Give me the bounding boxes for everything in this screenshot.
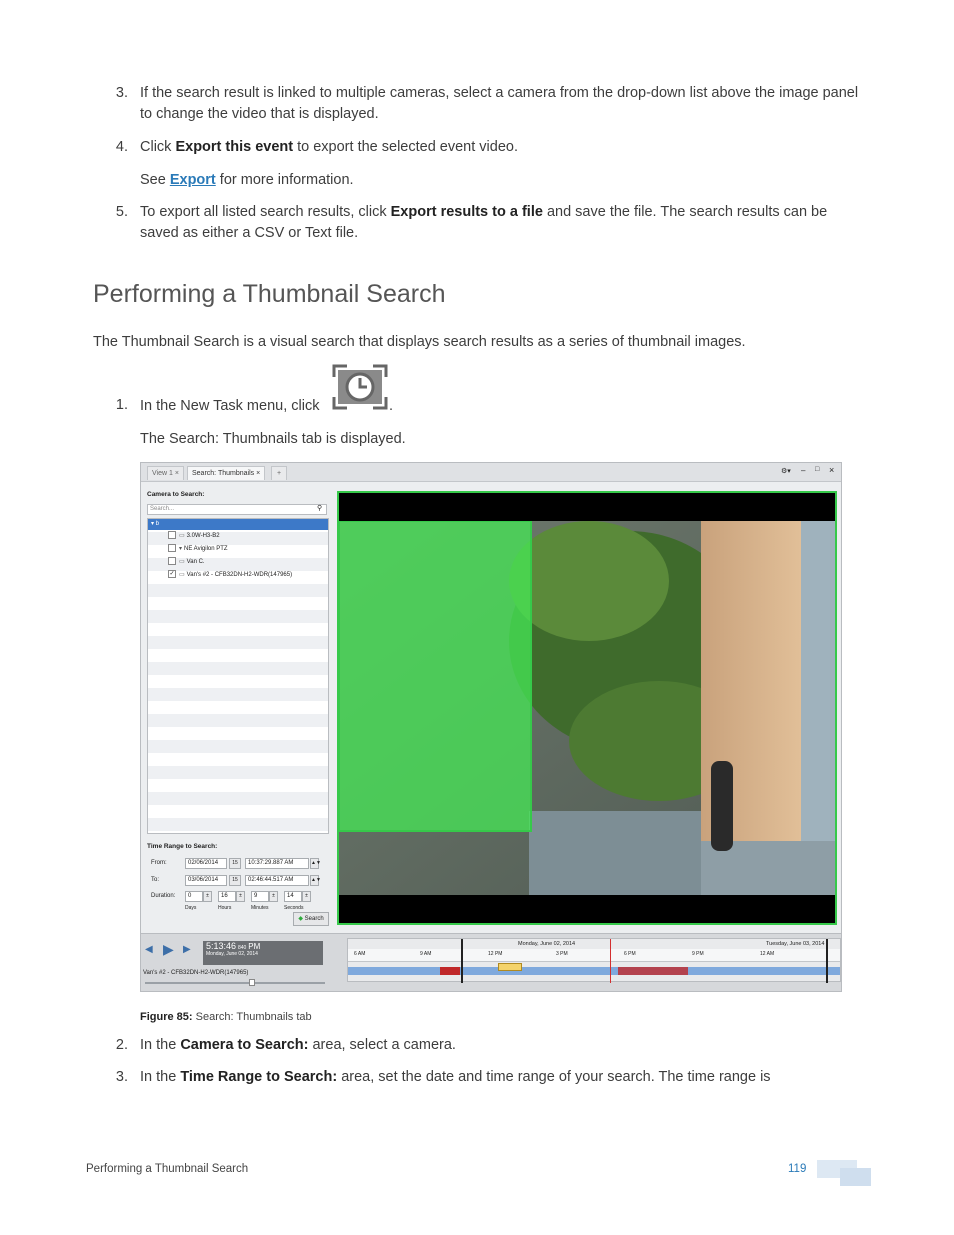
step-number: 3. bbox=[115, 85, 128, 101]
tree-root-site[interactable]: ▾ b bbox=[148, 519, 328, 530]
time-range-label: Time Range to Search: bbox=[147, 843, 218, 850]
tab-view-1[interactable]: View 1 × bbox=[147, 466, 184, 480]
step-result-text: The Search: Thumbnails tab is displayed. bbox=[140, 431, 406, 447]
time-range-bold: Time Range to Search: bbox=[180, 1069, 338, 1085]
camera-icon: ▭ bbox=[179, 559, 185, 565]
figure-caption bbox=[140, 1011, 312, 1023]
from-time-field[interactable]: 10:37:29.887 AM bbox=[245, 858, 309, 869]
clock-ampm: PM bbox=[248, 942, 261, 951]
video-panel[interactable] bbox=[337, 491, 837, 925]
range-start-marker[interactable] bbox=[461, 939, 463, 983]
intro-paragraph: The Thumbnail Search is a visual search that displays search results as a series of thumbnail images. bbox=[93, 334, 746, 350]
close-icon[interactable]: × bbox=[829, 465, 835, 475]
checkbox-checked[interactable]: ✓ bbox=[169, 571, 175, 578]
camera-search-input[interactable]: Search... bbox=[147, 504, 327, 515]
calendar-icon[interactable]: 15 bbox=[229, 858, 241, 869]
camera-item[interactable]: ▭ 3.0W-H3-B2 bbox=[168, 530, 220, 543]
footer-section-title: Performing a Thumbnail Search bbox=[86, 1163, 249, 1175]
camera-icon: ▭ bbox=[179, 572, 185, 578]
step-number: 1. bbox=[115, 397, 128, 413]
tick-label: 9 PM bbox=[692, 951, 704, 957]
event-marker[interactable] bbox=[498, 963, 522, 971]
search-go-icon: ◆ bbox=[298, 916, 303, 922]
tick-label: 6 AM bbox=[354, 951, 366, 957]
maximize-icon[interactable]: □ bbox=[815, 466, 820, 473]
calendar-icon[interactable]: 15 bbox=[229, 875, 241, 886]
step-text: Click Export this event to export the selected event video. bbox=[140, 139, 518, 155]
tick-label: 12 AM bbox=[760, 951, 775, 957]
step-number: 2. bbox=[115, 1037, 128, 1053]
checkbox[interactable] bbox=[168, 557, 176, 565]
tab-search-thumbnails[interactable]: Search: Thumbnails × bbox=[187, 466, 265, 480]
duration-days[interactable]: 0 bbox=[185, 891, 203, 902]
minutes-stepper[interactable]: ± bbox=[269, 891, 278, 902]
search-thumbnails-screenshot bbox=[140, 462, 842, 992]
step-text: In the Camera to Search: area, select a camera. bbox=[140, 1037, 456, 1053]
step-text-end: . bbox=[389, 398, 394, 414]
clock-date: Monday, June 02, 2014 bbox=[206, 951, 258, 957]
from-date-field[interactable]: 02/06/2014 bbox=[185, 858, 227, 869]
tick-label: 12 PM bbox=[488, 951, 503, 957]
export-this-event-label: Export this event bbox=[175, 139, 294, 155]
ptz-camera-icon: ▾ bbox=[179, 546, 183, 552]
step-text: To export all listed search results, click Export results to a file and save the file. The search results can be saved as either a CSV or Text file. bbox=[140, 204, 828, 241]
step-number: 5. bbox=[115, 204, 128, 220]
checkbox[interactable] bbox=[168, 531, 176, 539]
camera-image bbox=[339, 521, 835, 895]
export-results-label: Export results to a file bbox=[390, 204, 543, 220]
camera-to-search-bold: Camera to Search: bbox=[180, 1037, 309, 1053]
clock-display bbox=[203, 941, 323, 965]
export-link[interactable]: Export bbox=[169, 172, 216, 188]
section-title: Performing a Thumbnail Search bbox=[93, 280, 446, 308]
clock-time: 5:13:46 bbox=[206, 941, 237, 951]
new-tab-button[interactable]: + bbox=[271, 466, 287, 480]
camera-tree bbox=[147, 518, 329, 834]
unit-label: Days bbox=[185, 905, 197, 911]
from-label: From: bbox=[151, 860, 167, 866]
footer-decoration bbox=[840, 1168, 871, 1186]
step-text: If the search result is linked to multiple cameras, select a camera from the drop-down list above the image panel to change the video that is displayed. bbox=[140, 85, 859, 122]
camera-icon: ▭ bbox=[179, 533, 185, 539]
motion-marker bbox=[618, 967, 688, 975]
timeline[interactable] bbox=[347, 938, 841, 982]
timeline-scale bbox=[348, 949, 840, 962]
camera-item[interactable]: ▾ NE Avigilon PTZ bbox=[168, 543, 228, 556]
duration-label: Duration: bbox=[151, 893, 176, 899]
tick-label: 9 AM bbox=[420, 951, 432, 957]
to-time-field[interactable]: 02:46:44.517 AM bbox=[245, 875, 309, 886]
to-label: To: bbox=[151, 877, 160, 883]
unit-label: Seconds bbox=[284, 905, 304, 911]
duration-minutes[interactable]: 9 bbox=[251, 891, 269, 902]
recording-bar bbox=[348, 967, 840, 975]
settings-icon[interactable]: ⚙▾ bbox=[781, 468, 791, 475]
step-text: In the Time Range to Search: area, set the date and time range of your search. The time range is bbox=[140, 1069, 771, 1085]
forward-icon[interactable]: ▶ bbox=[183, 944, 191, 955]
unit-label: Minutes bbox=[251, 905, 269, 911]
hours-stepper[interactable]: ± bbox=[236, 891, 245, 902]
playhead[interactable] bbox=[610, 939, 611, 983]
checkbox[interactable] bbox=[168, 544, 176, 552]
range-end-marker[interactable] bbox=[826, 939, 828, 983]
time-stepper[interactable]: ▲▼ bbox=[310, 858, 319, 869]
search-icon[interactable]: ⚲ bbox=[317, 505, 323, 512]
duration-seconds[interactable]: 14 bbox=[284, 891, 302, 902]
page-number: 119 bbox=[788, 1163, 807, 1175]
search-button[interactable]: ◆ Search bbox=[293, 912, 329, 926]
motion-marker bbox=[440, 967, 460, 975]
unit-label: Hours bbox=[218, 905, 232, 911]
clock-ms: 840 bbox=[237, 945, 247, 951]
zoom-slider[interactable] bbox=[145, 982, 325, 984]
days-stepper[interactable]: ± bbox=[203, 891, 212, 902]
play-icon[interactable]: ▶ bbox=[163, 941, 174, 957]
playback-bar bbox=[141, 933, 841, 992]
step-number: 3. bbox=[115, 1069, 128, 1085]
minimize-icon[interactable]: – bbox=[801, 466, 806, 475]
camera-item[interactable]: ✓ ▭ Van's #2 - CFB32DN-H2-WDR(147965) bbox=[169, 571, 293, 578]
timeline-date: Tuesday, June 03, 2014 bbox=[766, 941, 825, 947]
see-also-text: See Export for more information. bbox=[140, 172, 354, 188]
duration-hours[interactable]: 16 bbox=[218, 891, 236, 902]
step-number: 4. bbox=[115, 139, 128, 155]
thumbnail-search-clock-icon bbox=[331, 363, 389, 411]
tick-label: 3 PM bbox=[556, 951, 568, 957]
timeline-date: Monday, June 02, 2014 bbox=[518, 941, 576, 947]
to-date-field[interactable]: 03/06/2014 bbox=[185, 875, 227, 886]
caption-text: Search: Thumbnails tab bbox=[195, 1011, 312, 1023]
step-text: In the New Task menu, click bbox=[140, 398, 320, 414]
seconds-stepper[interactable]: ± bbox=[302, 891, 311, 902]
camera-footer-label: Van's #2 - CFB32DN-H2-WDR(147965) bbox=[143, 970, 249, 976]
zoom-slider-handle[interactable] bbox=[249, 979, 255, 986]
camera-to-search-label: Camera to Search: bbox=[147, 491, 205, 498]
tick-label: 6 PM bbox=[624, 951, 636, 957]
rewind-icon[interactable]: ◀ bbox=[145, 944, 153, 955]
tab-bar bbox=[141, 463, 841, 482]
caption-label: Figure 85: bbox=[140, 1011, 193, 1023]
time-stepper[interactable]: ▲▼ bbox=[310, 875, 319, 886]
camera-item[interactable]: ▭ Van C. bbox=[168, 556, 205, 569]
